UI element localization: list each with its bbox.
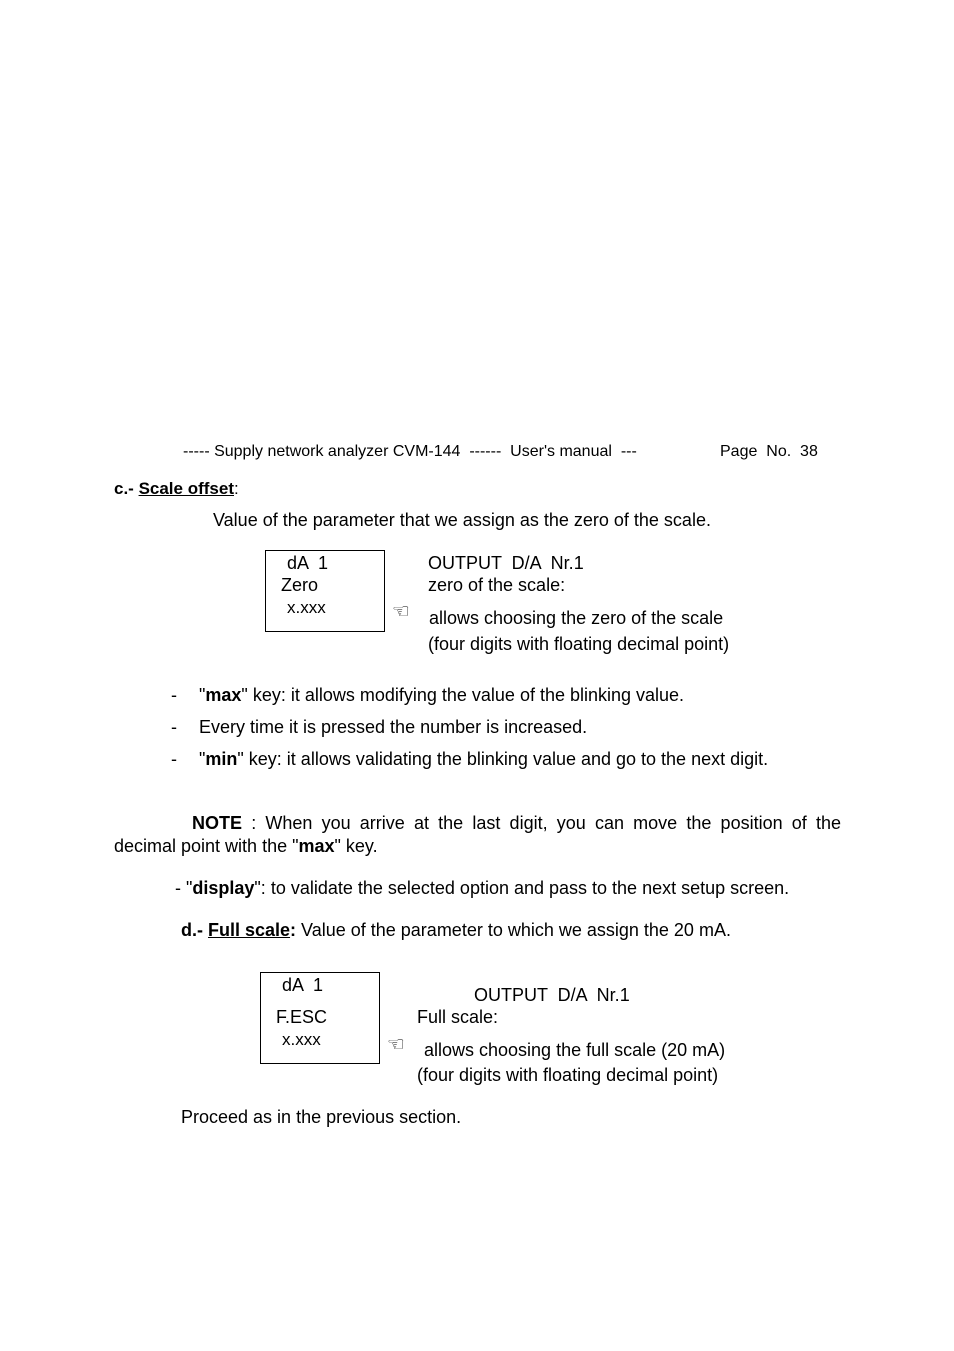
- fullscale-caption-line1: OUTPUT D/A Nr.1: [474, 985, 630, 1005]
- bullet-max-key: "max" key: it allows modifying the value of the blinking value.: [199, 685, 685, 705]
- bullet-dash: -: [171, 717, 177, 737]
- zero-display-line3: x.xxx: [287, 598, 326, 617]
- pointing-hand-icon: ☜: [387, 1032, 405, 1056]
- section-c-heading: [114, 480, 239, 497]
- note-line1: NOTE : When you arrive at the last digit, you can move the position of the: [192, 813, 841, 833]
- closing-text: Proceed as in the previous section.: [181, 1107, 462, 1127]
- section-d-heading: [181, 921, 731, 939]
- bullet-dash: -: [171, 749, 177, 769]
- bullet-min-key: "min" key: it allows validating the blinking value and go to the next digit.: [199, 749, 769, 769]
- bullet-increase: Every time it is pressed the number is increased.: [199, 717, 588, 737]
- fullscale-caption-line3: allows choosing the full scale (20 mA): [424, 1040, 726, 1060]
- zero-caption-line4: (four digits with floating decimal point): [428, 634, 730, 654]
- zero-display-line1: dA 1: [287, 553, 329, 573]
- fullscale-display-line1: dA 1: [282, 975, 324, 995]
- section-d-description: Value of the parameter to which we assign the 20 mA.: [296, 920, 731, 940]
- zero-caption-line2: zero of the scale:: [428, 575, 566, 595]
- zero-caption-line3: allows choosing the zero of the scale: [429, 608, 724, 628]
- section-c-prefix: c.-: [114, 479, 139, 498]
- section-c-colon: :: [234, 479, 239, 498]
- bullet-dash: -: [171, 685, 177, 705]
- fullscale-caption-line4: (four digits with floating decimal point): [417, 1065, 719, 1085]
- fullscale-display-line2: F.ESC: [276, 1007, 328, 1027]
- note-line2: decimal point with the "max" key.: [114, 836, 378, 856]
- section-d-prefix: d.-: [181, 920, 208, 940]
- page-number: Page No. 38: [720, 443, 818, 460]
- fullscale-display-line3: x.xxx: [282, 1030, 321, 1049]
- max-key-label: max: [298, 836, 335, 856]
- note-label: NOTE: [192, 813, 243, 833]
- section-d-colon: :: [290, 920, 297, 940]
- page-header: ----- Supply network analyzer CVM-144 ------ User's manual ---: [183, 443, 637, 460]
- max-key-label: max: [205, 685, 242, 705]
- pointing-hand-icon: ☜: [392, 599, 410, 623]
- fullscale-caption-line2: Full scale:: [417, 1007, 499, 1027]
- section-c-title: Scale offset: [138, 479, 234, 498]
- display-key-label: display: [192, 878, 255, 898]
- display-key-line: - "display": to validate the selected option and pass to the next setup screen.: [175, 878, 790, 898]
- section-d-title: Full scale: [208, 920, 291, 940]
- zero-display-line2: Zero: [281, 575, 319, 595]
- min-key-label: min: [205, 749, 238, 769]
- section-c-description: Value of the parameter that we assign as the zero of the scale.: [213, 510, 711, 530]
- zero-caption-line1: OUTPUT D/A Nr.1: [428, 553, 584, 573]
